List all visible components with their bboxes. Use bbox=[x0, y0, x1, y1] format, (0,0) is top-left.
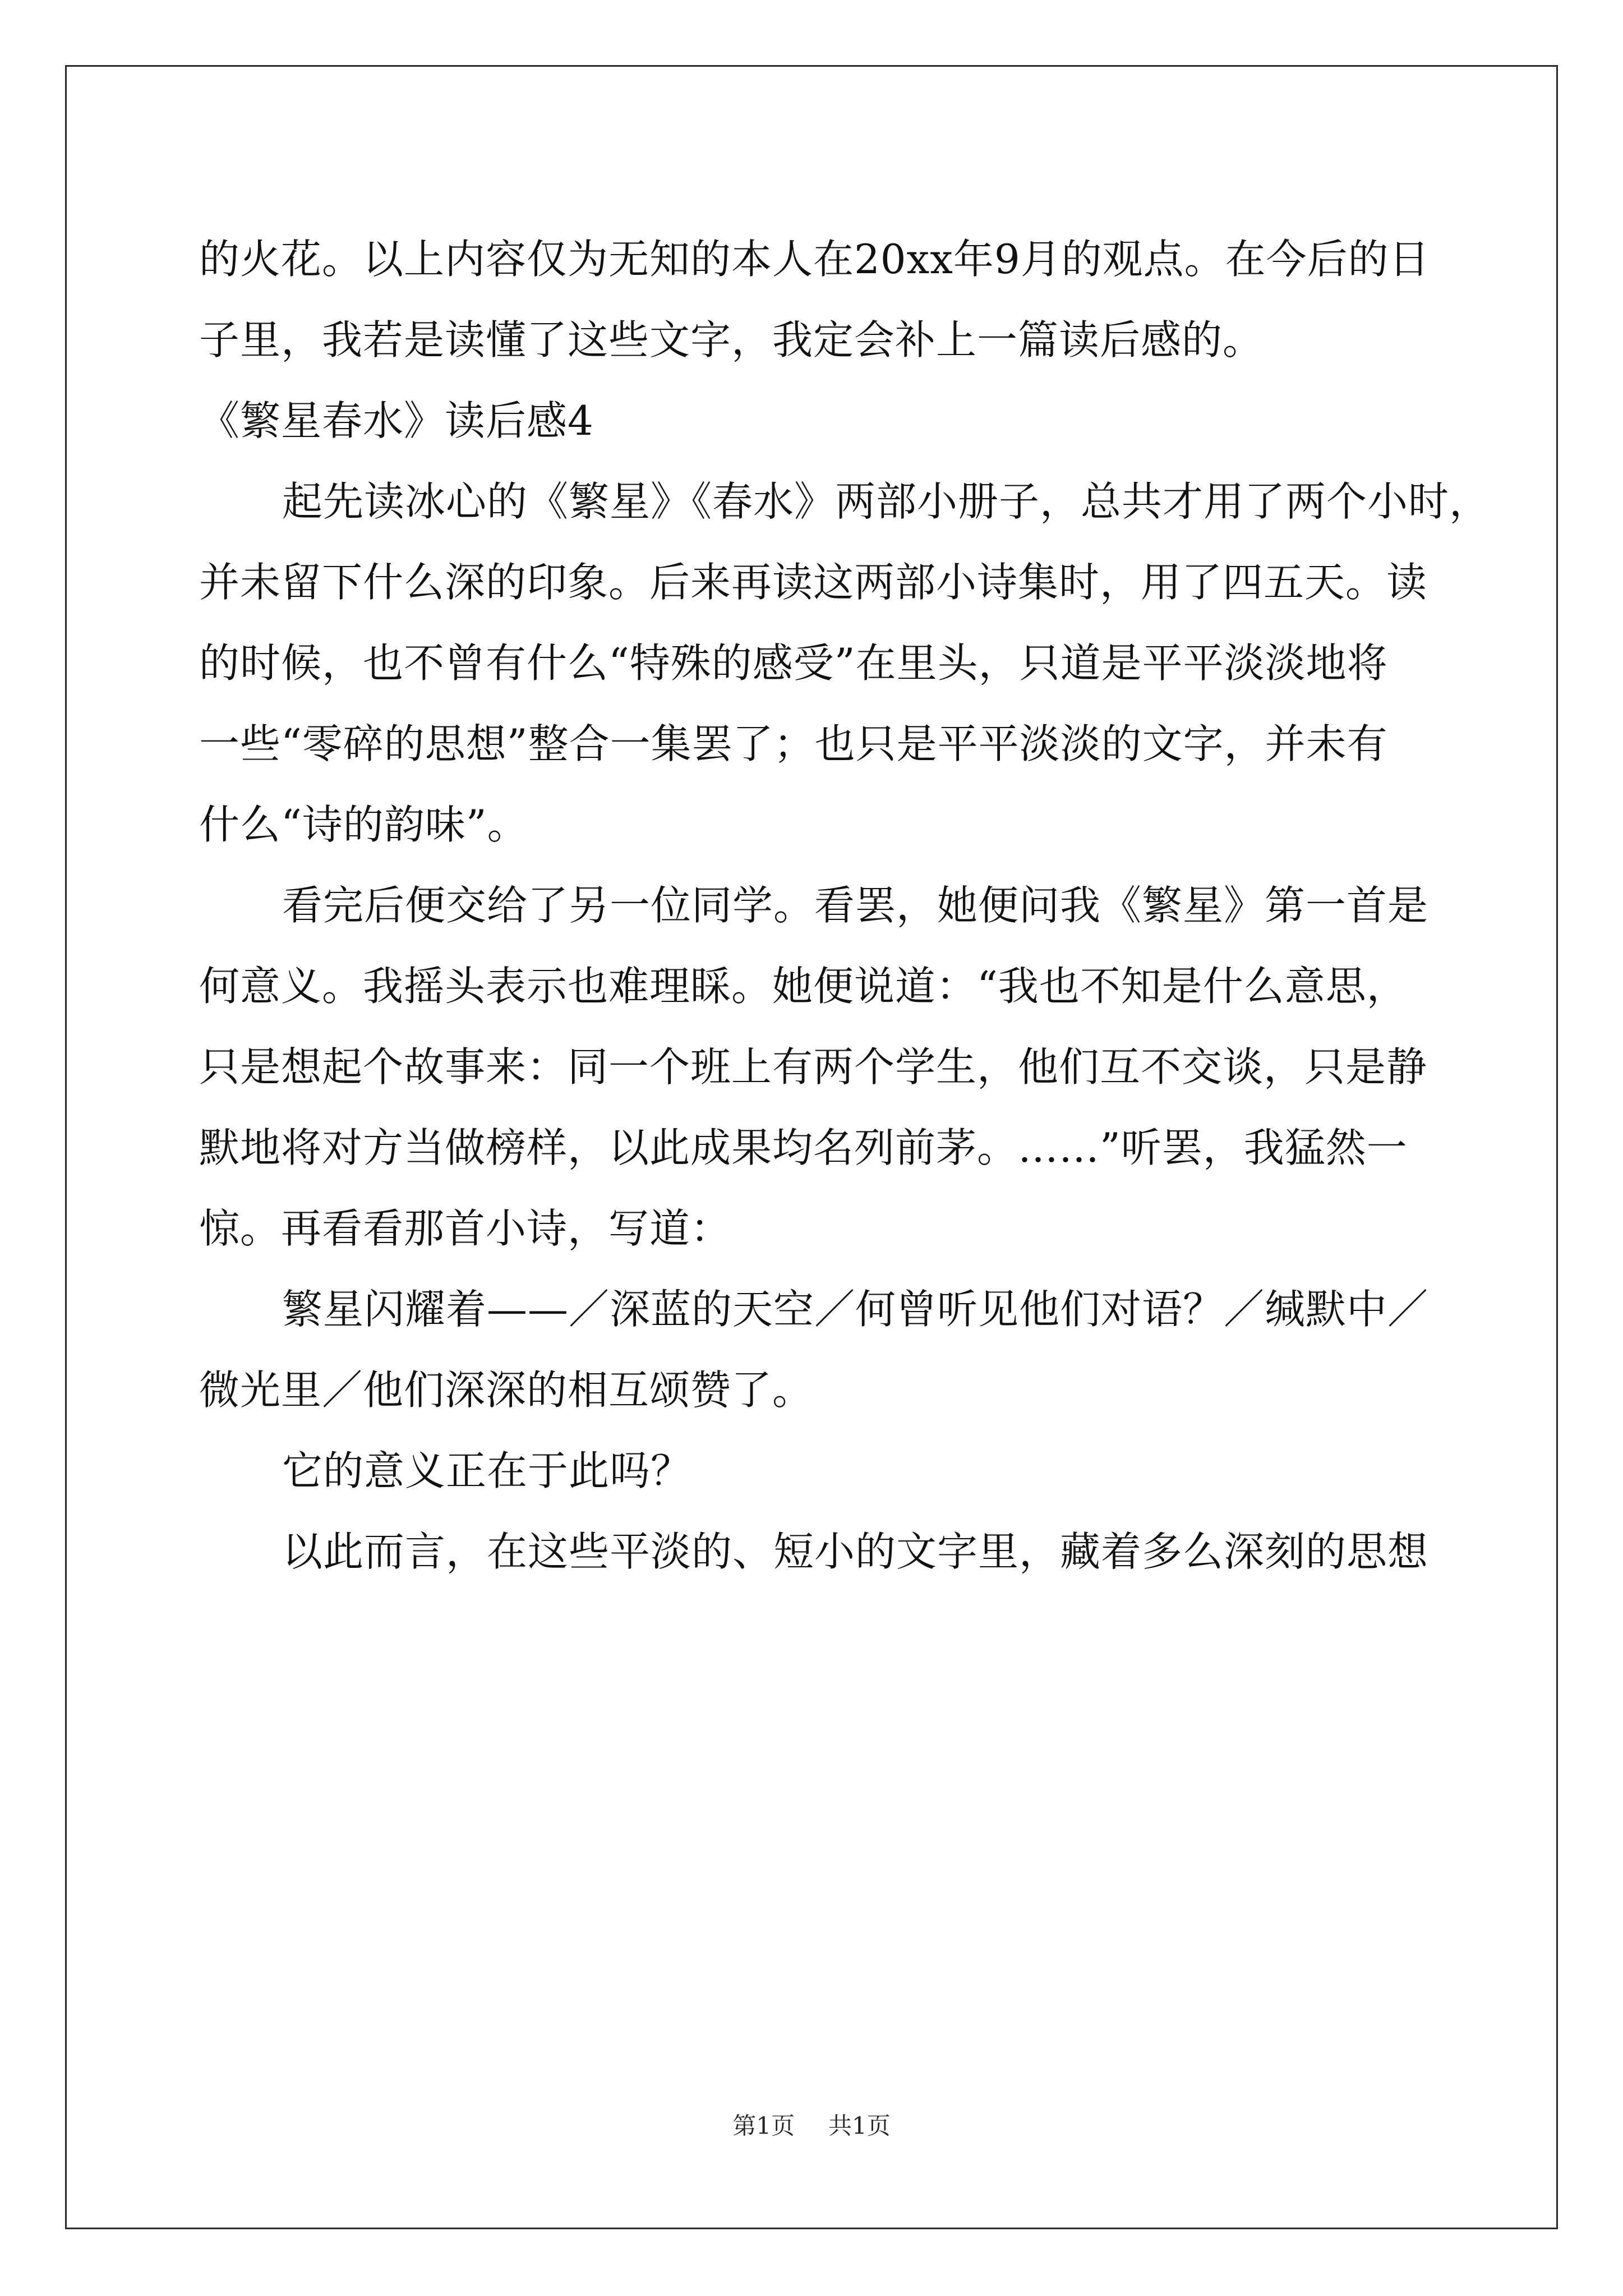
text-line: 并未留下什么深的印象。后来再读这两部小诗集时，用了四五天。读 bbox=[199, 559, 1428, 606]
page-total: 共1页 bbox=[828, 2112, 891, 2139]
text-line: 一些“零碎的思想”整合一集罢了；也只是平平淡淡的文字，并未有 bbox=[199, 720, 1388, 767]
text-line: 默地将对方当做榜样，以此成果均名列前茅。……”听罢，我猛然一 bbox=[199, 1124, 1408, 1171]
text-line: 子里，我若是读懂了这些文字，我定会补上一篇读后感的。 bbox=[199, 316, 1264, 364]
page-footer bbox=[0, 2109, 1623, 2143]
document-body bbox=[199, 219, 1491, 1592]
text-line: 看完后便交给了另一位同学。看罢，她便问我《繁星》第一首是 bbox=[282, 882, 1429, 929]
text-line: 何意义。我摇头表示也难理睬。她便说道：“我也不知是什么意思， bbox=[199, 963, 1408, 1010]
text-line: 什么“诗的韵味”。 bbox=[199, 801, 528, 848]
text-line: 的火花。以上内容仅为无知的本人在20xx年9月的观点。在今后的日 bbox=[199, 236, 1430, 283]
text-line: 惊。再看看那首小诗，写道： bbox=[199, 1205, 732, 1252]
text-line: 起先读冰心的《繁星》《春水》两部小册子，总共才用了两个小时， bbox=[282, 478, 1491, 525]
page-number: 第1页 bbox=[732, 2112, 795, 2139]
section-heading: 《繁星春水》读后感4 bbox=[199, 397, 594, 444]
text-line: 它的意义正在于此吗？ bbox=[282, 1447, 692, 1494]
text-line: 只是想起个故事来：同一个班上有两个学生，他们互不交谈，只是静 bbox=[199, 1043, 1428, 1091]
poem-line: 繁星闪耀着——／深蓝的天空／何曾听见他们对语？／缄默中／ bbox=[282, 1286, 1429, 1333]
text-line: 的时候，也不曾有什么“特殊的感受”在里头，只道是平平淡淡地将 bbox=[199, 639, 1388, 687]
poem-line: 微光里／他们深深的相互颂赞了。 bbox=[199, 1366, 814, 1414]
text-line: 以此而言，在这些平淡的、短小的文字里，藏着多么深刻的思想 bbox=[282, 1528, 1429, 1575]
